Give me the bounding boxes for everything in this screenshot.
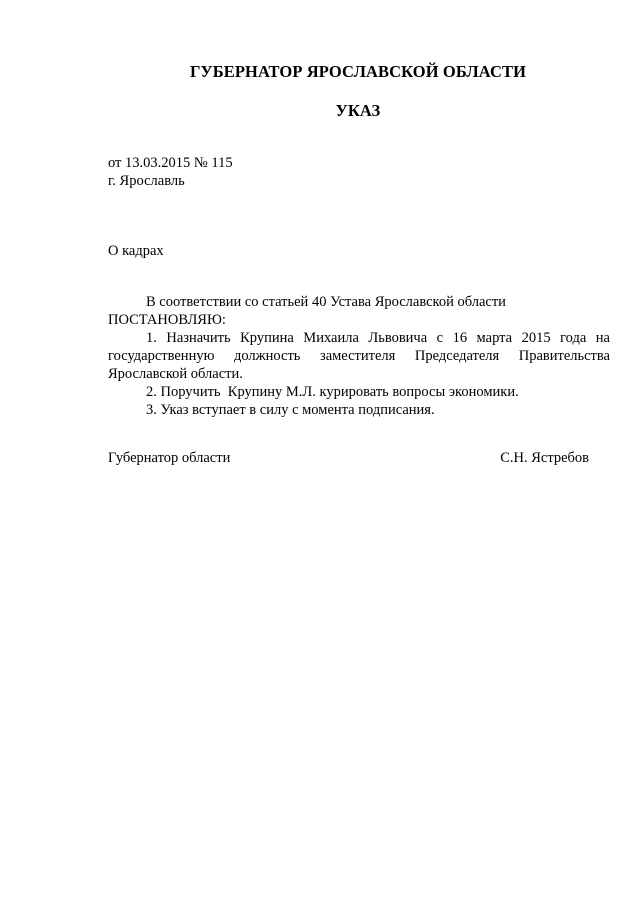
preamble: В соответствии со статьей 40 Устава Ярославской области	[146, 294, 506, 310]
clause-3: 3. Указ вступает в силу с момента подписания.	[146, 402, 435, 418]
clause-1: 1. Назначить Крупина Михаила Львовича с 16 марта 2015 года на государственную должность заместителя Председателя Правительства Ярославской области.	[108, 330, 610, 382]
document-type: УКАЗ	[335, 101, 381, 120]
document-body	[108, 293, 610, 419]
document-subject: О кадрах	[108, 243, 164, 259]
document-date-number: от 13.03.2015 № 115	[108, 155, 233, 171]
decree-word: ПОСТАНОВЛЯЮ:	[108, 312, 226, 328]
document-city: г. Ярославль	[108, 173, 185, 189]
signatory-name: С.Н. Ястребов	[500, 450, 589, 466]
signatory-position: Губернатор области	[108, 450, 231, 466]
signature-block	[108, 449, 589, 467]
document-issuer: ГУБЕРНАТОР ЯРОСЛАВСКОЙ ОБЛАСТИ	[189, 62, 527, 81]
clause-2: 2. Поручить Крупину М.Л. курировать вопросы экономики.	[146, 384, 519, 400]
